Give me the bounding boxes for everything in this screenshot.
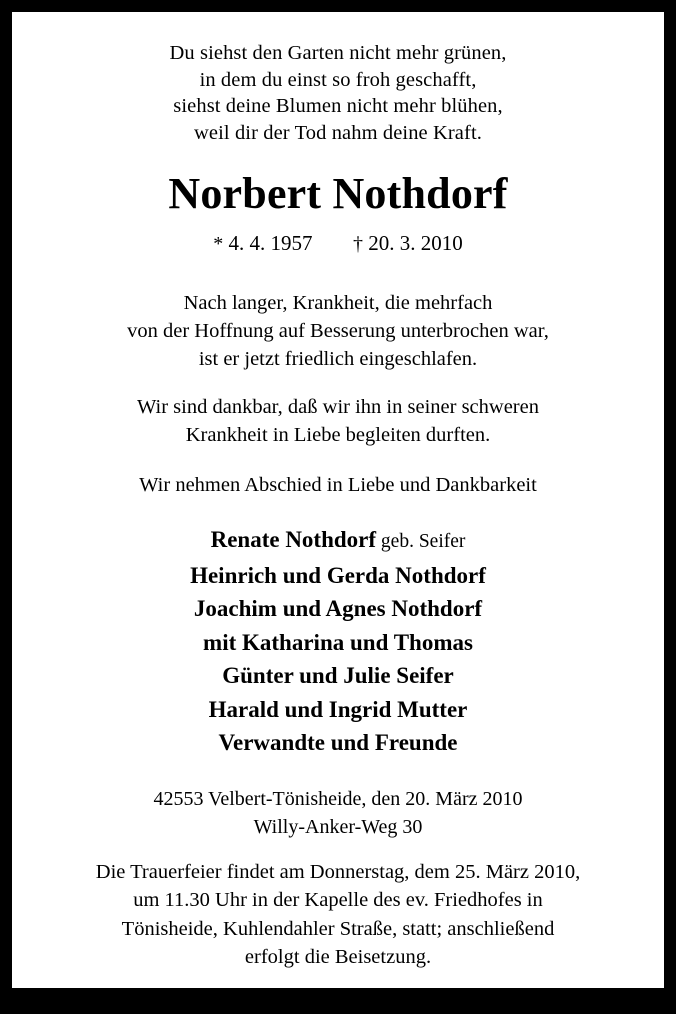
poem-line-3: siehst deine Blumen nicht mehr blühen, — [173, 95, 503, 117]
memorial-paragraph-2 — [30, 373, 646, 449]
paragraph-2-line-1: Wir sind dankbar, daß wir ihn in seiner schweren — [137, 396, 539, 418]
surviving-family-list — [30, 499, 646, 760]
service-line-4: erfolgt die Beisetzung. — [244, 946, 432, 968]
birth-date: 4. 4. 1957 — [228, 231, 313, 255]
family-line-7: Verwandte und Freunde — [218, 730, 458, 755]
deceased-name: Norbert Nothdorf — [168, 169, 508, 218]
obituary-notice — [12, 12, 664, 1011]
paragraph-1-line-1: Nach langer, Krankheit, die mehrfach — [183, 292, 493, 314]
service-line-3: Tönisheide, Kuhlendahler Straße, statt; anschließend — [121, 917, 555, 940]
memorial-poem — [30, 28, 646, 146]
memorial-paragraph-1 — [30, 257, 646, 373]
family-line-6: Harald und Ingrid Mutter — [208, 696, 468, 722]
address-city-date: 42553 Velbert-Tönisheide, den 20. März 2010 — [153, 787, 523, 810]
poem-line-2: in dem du einst so froh geschafft, — [199, 68, 477, 91]
family-line-1 — [30, 523, 646, 559]
family-line-2: Heinrich und Gerda Nothdorf — [190, 562, 486, 588]
address-block — [30, 760, 646, 841]
paragraph-1-line-3: ist er jetzt friedlich eingeschlafen. — [198, 348, 478, 370]
family-line-3: Joachim und Agnes Nothdorf — [193, 596, 483, 621]
paragraph-2-line-2: Krankheit in Liebe begleiten durften. — [185, 424, 491, 446]
service-line-1: Die Trauerfeier findet am Donnerstag, dem 25. März 2010, — [95, 860, 581, 883]
family-line-4: mit Katharina und Thomas — [203, 629, 473, 655]
paragraph-3-line-1: Wir nehmen Abschied in Liebe und Dankbarkeit — [139, 474, 537, 496]
service-line-2: um 11.30 Uhr in der Kapelle des ev. Friedhofes in — [133, 889, 543, 911]
notice-content — [12, 12, 664, 1014]
poem-line-4: weil dir der Tod nahm deine Kraft. — [194, 121, 482, 144]
condolence-note: Von Kondolationen ab Grabe bitten wir höflichst Abstand zu nehmen. — [65, 989, 611, 1011]
funeral-service-details — [30, 841, 646, 972]
life-dates — [30, 220, 646, 257]
birth-star-icon: * — [213, 233, 224, 255]
address-street: Willy-Anker-Weg 30 — [253, 815, 423, 838]
paragraph-1-line-2: von der Hoffnung auf Besserung unterbrochen war, — [127, 320, 549, 342]
poem-line-1: Du siehst den Garten nicht mehr grünen, — [169, 42, 507, 64]
family-member-maiden-name: geb. Seifer — [376, 531, 466, 552]
death-date: 20. 3. 2010 — [368, 231, 463, 255]
family-line-5: Günter und Julie Seifer — [222, 663, 454, 688]
family-member-name: Renate Nothdorf — [210, 527, 377, 552]
memorial-paragraph-3 — [30, 449, 646, 499]
death-cross-icon: † — [353, 233, 363, 255]
